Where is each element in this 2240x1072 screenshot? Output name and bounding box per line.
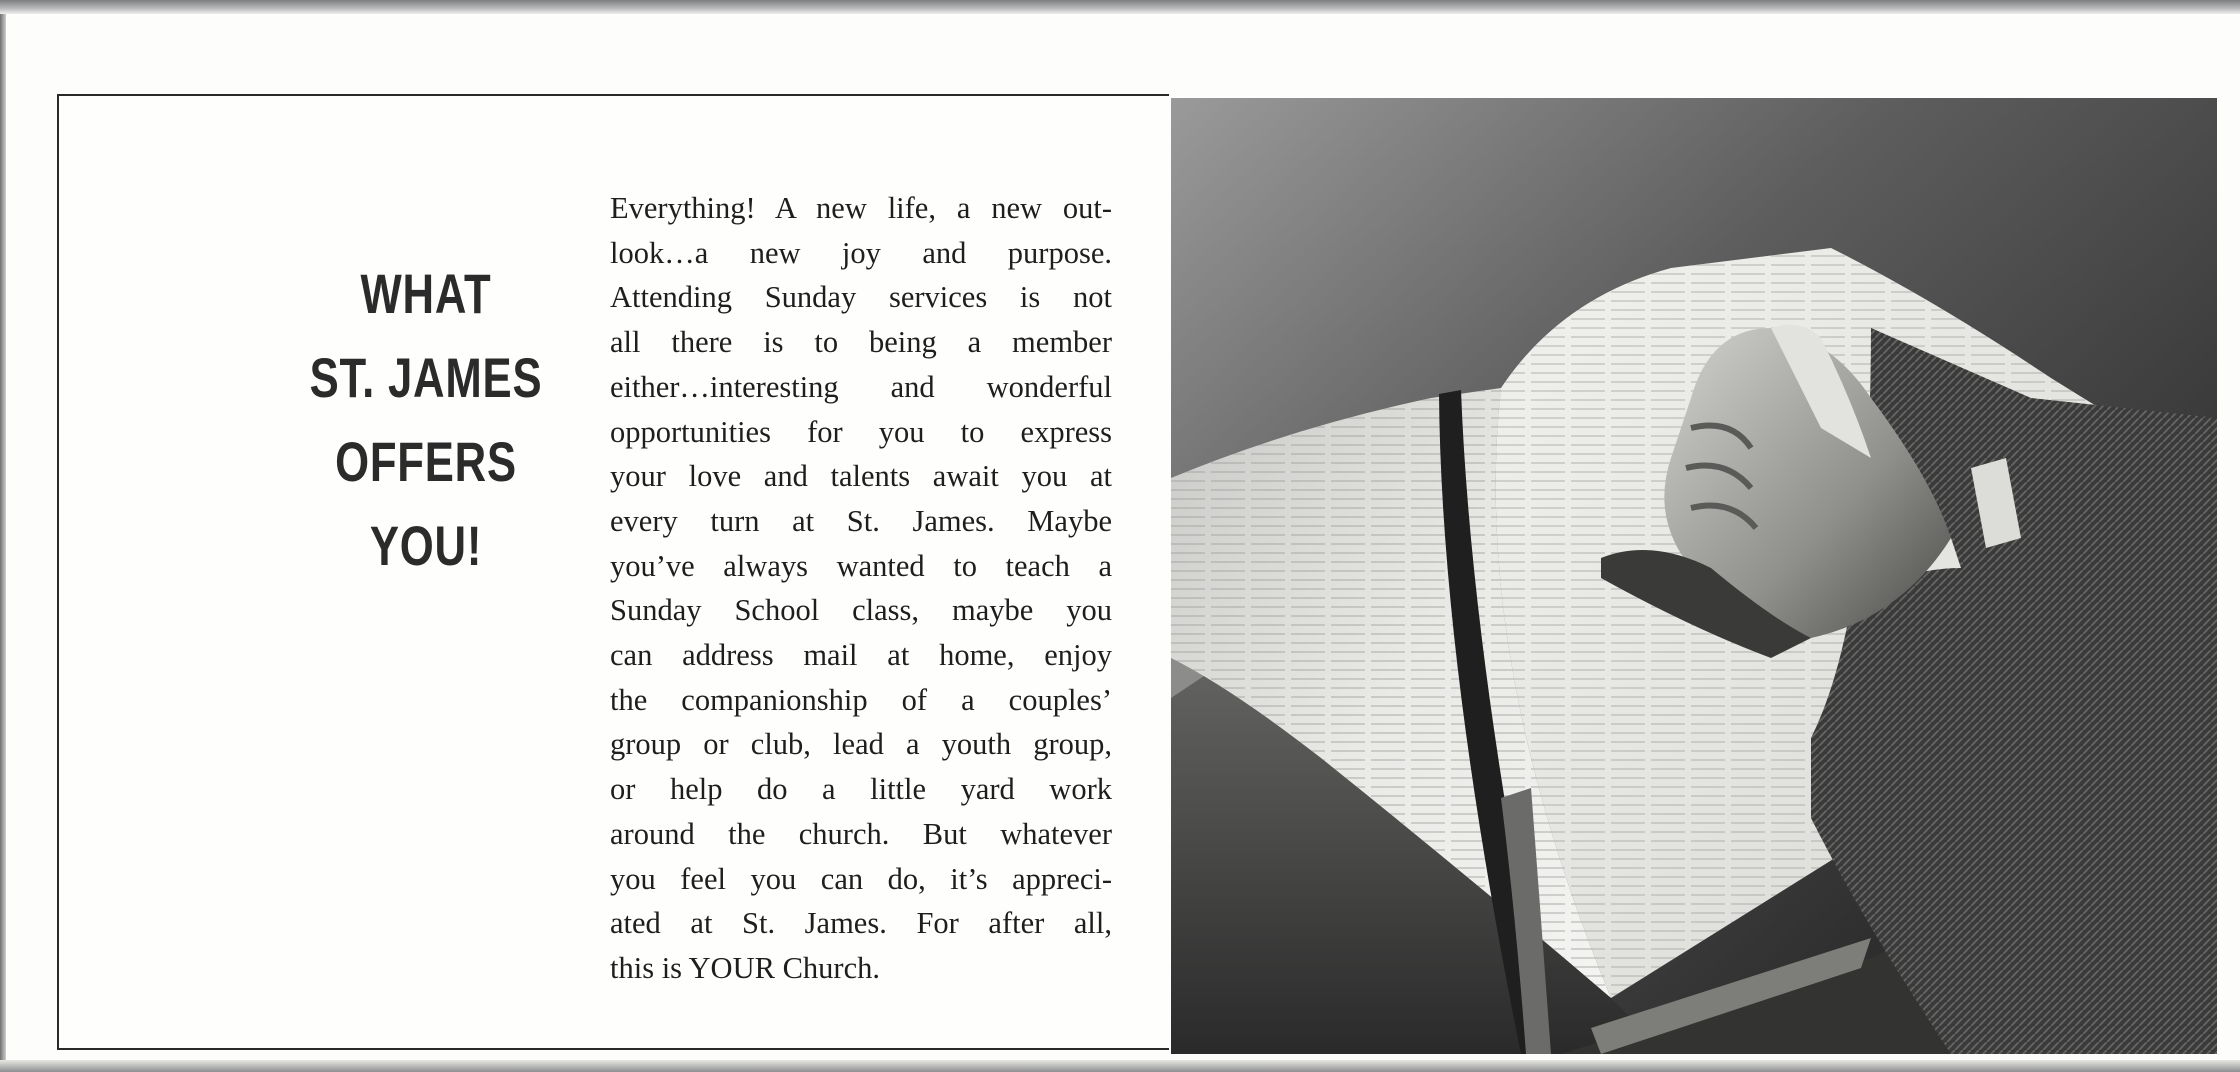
praying-hands-bible-photo xyxy=(1171,98,2217,1054)
body-paragraph xyxy=(610,186,1112,991)
body-line: or help do a little yard work xyxy=(610,772,1112,807)
body-line: every turn at St. James. Maybe xyxy=(610,503,1112,538)
body-line: all there is to being a member xyxy=(610,325,1112,360)
body-line: you’ve always wanted to teach a xyxy=(610,548,1112,583)
title-line: YOU! xyxy=(369,514,483,577)
body-line: the companionship of a couples’ xyxy=(610,682,1112,717)
body-line: this is YOUR Church. xyxy=(610,950,880,985)
page-title xyxy=(309,252,543,588)
body-line: opportunities for you to express xyxy=(610,414,1112,449)
scan-edge-bottom xyxy=(0,1060,2240,1072)
title-line: WHAT xyxy=(360,262,492,325)
scan-edge-top xyxy=(0,0,2240,14)
body-line: can address mail at home, enjoy xyxy=(610,638,1112,673)
title-line: ST. JAMES xyxy=(309,346,543,409)
body-line: group or club, lead a youth group, xyxy=(610,727,1112,762)
body-line: Attending Sunday services is not xyxy=(610,280,1112,315)
body-line: around the church. But whatever xyxy=(610,816,1112,851)
body-line: you feel you can do, it’s appreci- xyxy=(610,861,1112,896)
title-line: OFFERS xyxy=(335,430,517,493)
body-line: your love and talents await you at xyxy=(610,459,1112,494)
body-line: Sunday School class, maybe you xyxy=(610,593,1112,628)
brochure-page xyxy=(6,14,2240,1060)
body-line: Everything! A new life, a new out- xyxy=(610,191,1112,225)
body-line: either…interesting and wonderful xyxy=(610,369,1112,404)
body-line: look…a new joy and purpose. xyxy=(610,235,1112,270)
body-line: ated at St. James. For after all, xyxy=(610,906,1112,941)
